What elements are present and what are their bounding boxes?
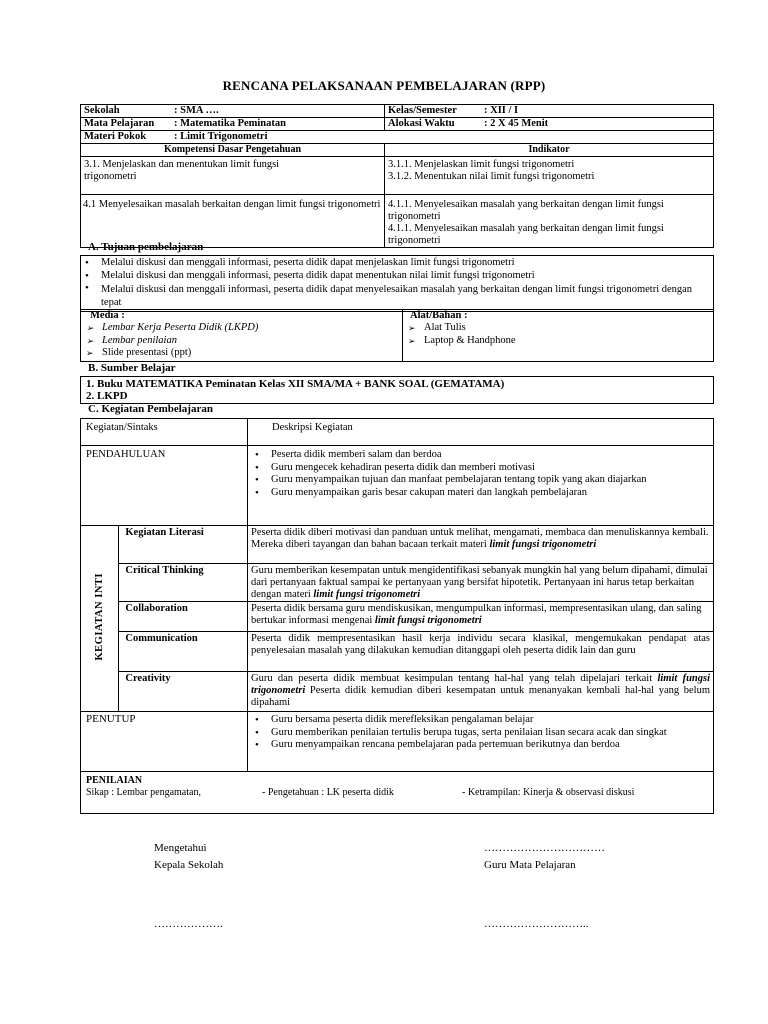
mapel-value: : Matematika Peminatan xyxy=(174,118,286,129)
indikator-3-1-1: 3.1.1. Menjelaskan limit fungsi trigonometri xyxy=(388,159,575,170)
tujuan-item: • Melalui diskusi dan menggali informasi, peserta didik dapat menyelesaikan masalah yang berkaitan dengan limit fungsi trigonometri dengan tepat xyxy=(81,282,710,309)
literasi-desc xyxy=(248,526,714,564)
kelas-cell xyxy=(385,105,714,118)
communication-desc xyxy=(248,632,714,672)
kd-3-1: 3.1. Menjelaskan dan menentukan limit fungsi trigonometri xyxy=(81,157,385,195)
alokasi-value: : 2 X 45 Menit xyxy=(484,118,549,129)
alat-item: ➢ Alat Tulis xyxy=(406,322,710,335)
penilaian-ketrampilan: - Ketrampilan: Kinerja & observasi diskusi xyxy=(462,787,635,798)
penutup-label: PENUTUP xyxy=(81,712,248,772)
media-cell xyxy=(81,310,403,362)
penutup-list xyxy=(251,714,710,752)
indikator-header: Indikator xyxy=(385,144,714,157)
indikator-4 xyxy=(385,195,714,248)
kd-4-1: 4.1 Menyelesaikan masalah berkaitan dengan limit fungsi trigonometri xyxy=(81,195,385,248)
communication-text: Peserta didik mempresentasikan hasil kerja individu secara klasikal, mengemukakan pendapat atas penyelesaian masalah yang dilakukan kemudian ditanggapi oleh peserta didik lain dan guru xyxy=(251,633,710,656)
sekolah-cell xyxy=(81,105,385,118)
penilaian-label: PENILAIAN xyxy=(86,775,143,786)
kelas-label: Kelas/Semester xyxy=(388,105,457,116)
kegiatan-header-deskripsi: Deskripsi Kegiatan xyxy=(248,419,714,446)
materi-label: Materi Pokok xyxy=(84,131,147,142)
tujuan-item: • Melalui diskusi dan menggali informasi, peserta didik dapat menjelaskan limit fungsi trigonometri xyxy=(81,257,710,270)
alokasi-cell xyxy=(385,118,714,131)
pendahuluan-list xyxy=(251,449,710,499)
tujuan-list xyxy=(81,257,710,309)
sekolah-value: : SMA …. xyxy=(174,105,219,116)
media-item-lembar: ➢ Lembar penilaian xyxy=(84,335,399,348)
collaboration-desc xyxy=(248,602,714,632)
pendahuluan-item: • Guru mengecek kehadiran peserta didik dan memberi motivasi xyxy=(251,462,710,475)
collaboration-text: Peserta didik bersama guru mendiskusikan, mengumpulkan informasi, mempresentasikan ulang, dan saling bertukar informasi mengenai xyxy=(251,603,702,626)
materi-cell xyxy=(81,131,714,144)
mengetahui-text: Mengetahui xyxy=(154,842,207,854)
identity-table xyxy=(80,104,714,248)
document-title: RENCANA PELAKSANAAN PEMBELAJARAN (RPP) xyxy=(222,78,546,93)
section-b-heading: B. Sumber Belajar xyxy=(88,362,176,374)
alat-list xyxy=(406,322,710,347)
literasi-label: Kegiatan Literasi xyxy=(119,526,248,564)
sumber-item-lkpd: 2. LKPD xyxy=(86,390,128,402)
media-label: Media : xyxy=(90,310,125,321)
collaboration-topic: limit fungsi trigonometri xyxy=(374,615,482,626)
alat-cell xyxy=(403,310,714,362)
alat-item: ➢ Laptop & Handphone xyxy=(406,335,710,348)
signature-line-kepala: ………………. xyxy=(154,918,223,930)
indikator-3 xyxy=(385,157,714,195)
literasi-text: Peserta didik diberi motivasi dan panduan untuk melihat, mengamati, membaca dan menuliskannya kembali. Mereka diberi tayangan dan bahan bacaan terkait materi xyxy=(251,527,709,550)
penilaian-row xyxy=(86,787,710,799)
literasi-topic: limit fungsi trigonometri xyxy=(489,539,597,550)
pendahuluan-cell xyxy=(248,446,714,526)
critical-thinking-text: Guru memberikan kesempatan untuk mengidentifikasi sebanyak mungkin hal yang belum dipahami, dimulai dari pertanyaan faktual sampai ke pertanyaan yang bersifat hipotetik. Pertanyaan ini harus tetap berkaitan dengan materi xyxy=(251,565,708,600)
creativity-tail: Peserta didik kemudian diberi kesempatan untuk menanyakan kembali hal-hal yang belum dipahami xyxy=(251,685,710,708)
critical-thinking-label: Critical Thinking xyxy=(119,564,248,602)
kegiatan-header-sintaks: Kegiatan/Sintaks xyxy=(81,419,248,446)
creativity-desc xyxy=(248,672,714,712)
media-item-slide: ➢ Slide presentasi (ppt) xyxy=(84,347,399,360)
penilaian-cell xyxy=(81,772,714,814)
tujuan-table xyxy=(80,255,714,312)
mapel-cell xyxy=(81,118,385,131)
media-item-lkpd: ➢ Lembar Kerja Peserta Didik (LKPD) xyxy=(84,322,399,335)
creativity-text: Guru dan peserta didik membuat kesimpulan tentang hal-hal yang telah dipelajari terkait xyxy=(251,673,658,684)
kd-header: Kompetensi Dasar Pengetahuan xyxy=(81,144,385,157)
penutup-item: • Guru bersama peserta didik merefleksikan pengalaman belajar xyxy=(251,714,710,727)
collaboration-label: Collaboration xyxy=(119,602,248,632)
kegiatan-inti-label: KEGIATAN INTI xyxy=(93,572,105,661)
signature-line-guru: ……………………….. xyxy=(484,918,589,930)
penutup-cell xyxy=(248,712,714,772)
kepala-sekolah-text: Kepala Sekolah xyxy=(154,859,224,871)
indikator-4-1-1-a: 4.1.1. Menyelesaikan masalah yang berkaitan dengan limit fungsi trigonometri xyxy=(388,199,664,222)
critical-thinking-topic: limit fungsi trigonometri xyxy=(313,589,421,600)
mapel-label: Mata Pelajaran xyxy=(84,118,155,129)
section-c-heading: C. Kegiatan Pembelajaran xyxy=(88,403,213,415)
communication-label: Communication xyxy=(119,632,248,672)
pendahuluan-item: • Peserta didik memberi salam dan berdoa xyxy=(251,449,710,462)
sumber-cell xyxy=(81,377,714,404)
indikator-4-1-1-b: 4.1.1. Menyelesaikan masalah yang berkaitan dengan limit fungsi trigonometri xyxy=(388,223,664,246)
sekolah-label: Sekolah xyxy=(84,105,120,116)
materi-value: : Limit Trigonometri xyxy=(174,131,268,142)
creativity-topic: limit fungsi trigonometri xyxy=(251,673,710,696)
penutup-item: • Guru menyampaikan rencana pembelajaran pada pertemuan berikutnya dan berdoa xyxy=(251,739,710,752)
penilaian-sikap: Sikap : Lembar pengamatan, xyxy=(86,787,201,798)
pendahuluan-item: • Guru menyampaikan tujuan dan manfaat pembelajaran tentang topik yang akan diajarkan xyxy=(251,474,710,487)
kegiatan-table xyxy=(80,418,714,814)
kegiatan-inti-cell xyxy=(81,526,119,712)
critical-thinking-desc xyxy=(248,564,714,602)
penutup-item: • Guru memberikan penilaian tertulis berupa tugas, serta penilaian lisan secara acak dan singkat xyxy=(251,727,710,740)
pendahuluan-item: • Guru menyampaikan garis besar cakupan materi dan langkah pembelajaran xyxy=(251,487,710,500)
media-list xyxy=(84,322,399,360)
creativity-label: Creativity xyxy=(119,672,248,712)
media-table xyxy=(80,309,714,362)
penilaian-pengetahuan: - Pengetahuan : LK peserta didik xyxy=(262,787,394,798)
indikator-3-1-2: 3.1.2. Menentukan nilai limit fungsi trigonometri xyxy=(388,171,595,182)
alat-label: Alat/Bahan : xyxy=(410,310,468,321)
tujuan-item: • Melalui diskusi dan menggali informasi, peserta didik dapat menentukan nilai limit fungsi trigonometri xyxy=(81,270,710,283)
pendahuluan-label: PENDAHULUAN xyxy=(81,446,248,526)
signature-line-guru-top: …………………………… xyxy=(484,842,605,854)
kelas-value: : XII / I xyxy=(484,105,519,116)
tujuan-cell xyxy=(81,256,714,312)
sumber-table xyxy=(80,376,714,404)
alokasi-label: Alokasi Waktu xyxy=(388,118,455,129)
section-a-heading: A. Tujuan pembelajaran xyxy=(88,241,204,253)
sumber-item-buku: 1. Buku MATEMATIKA Peminatan Kelas XII SMA/MA + BANK SOAL (GEMATAMA) xyxy=(86,378,505,390)
guru-mapel-text: Guru Mata Pelajaran xyxy=(484,859,576,871)
